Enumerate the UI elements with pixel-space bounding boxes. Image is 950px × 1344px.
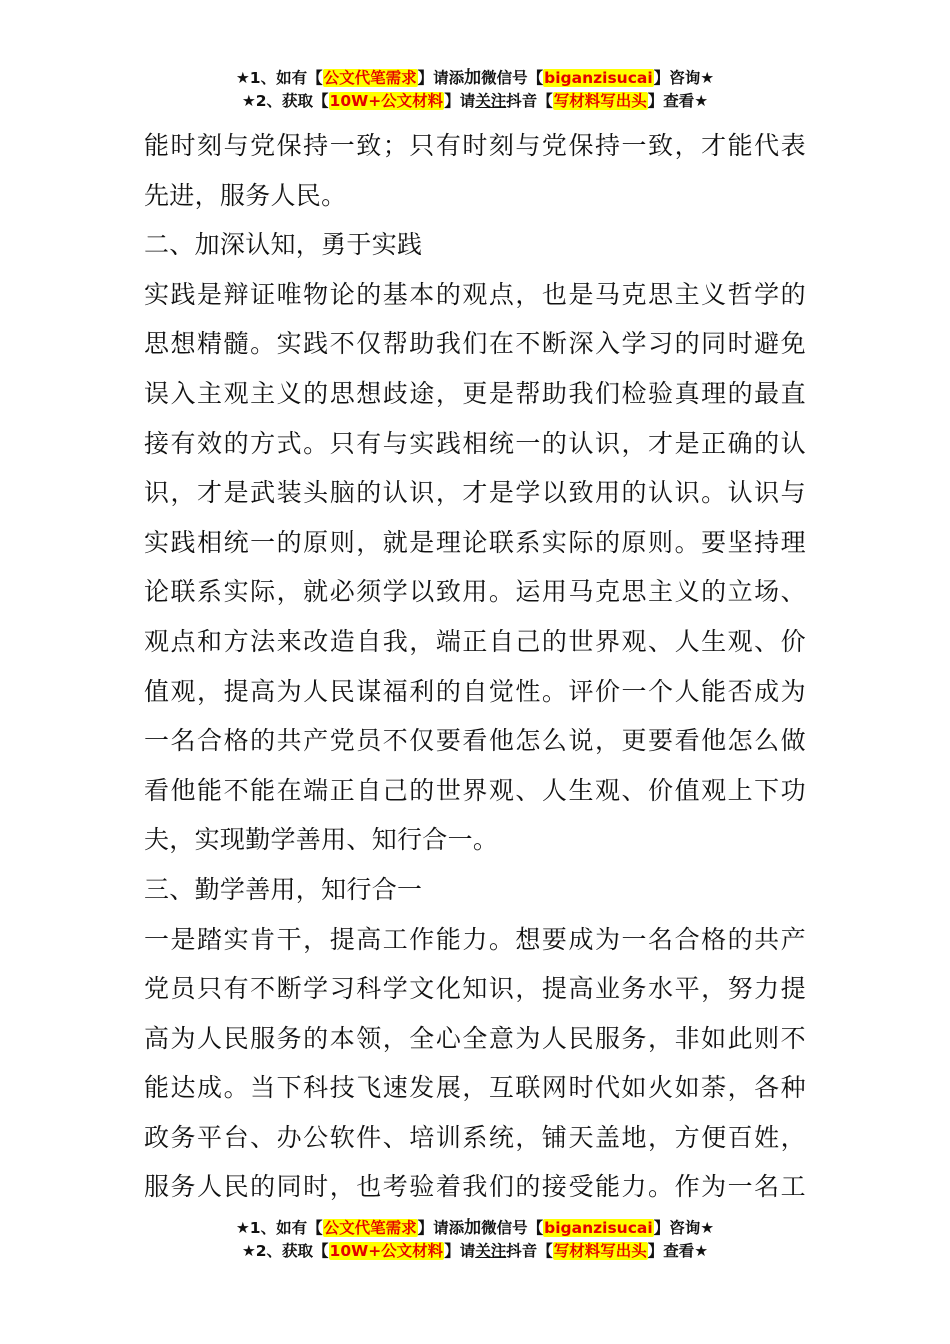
body-line: 误入主观主义的思想歧途，更是帮助我们检验真理的最直 xyxy=(144,378,806,408)
banner-emphasis: 加 xyxy=(464,68,482,88)
section-heading: 二、加深认知，勇于实践 xyxy=(144,230,423,260)
banner-line-2 xyxy=(0,90,950,113)
banner-text: ★2、获取【 xyxy=(241,92,329,110)
body-line: 高为人民服务的本领，全心全意为人民服务，非如此则不 xyxy=(144,1023,806,1053)
body-line: 实践相统一的原则，就是理论联系实际的原则。要坚持理 xyxy=(144,527,806,557)
body-line: 政务平台、办公软件、培训系统，铺天盖地，方便百姓， xyxy=(144,1122,806,1152)
body-line: 能达成。当下科技飞速发展，互联网时代如火如荼，各种 xyxy=(144,1073,806,1103)
banner-text: 抖音【 xyxy=(506,1242,553,1260)
banner-text: 】查看★ xyxy=(647,92,709,110)
banner-text: 】查看★ xyxy=(647,1242,709,1260)
section-heading: 三、勤学善用，知行合一 xyxy=(144,874,423,904)
body-line: 接有效的方式。只有与实践相统一的认识，才是正确的认 xyxy=(144,428,806,458)
header-banner xyxy=(0,67,950,113)
body-line: 论联系实际，就必须学以致用。运用马克思主义的立场、 xyxy=(144,577,806,607)
banner-highlight-wechat: biganzisucai xyxy=(544,69,653,87)
banner-text: 】请 xyxy=(444,92,476,110)
footer-banner xyxy=(0,1217,950,1263)
body-line: 思想精髓。实践不仅帮助我们在不断深入学习的同时避免 xyxy=(144,329,806,359)
banner-highlight-douyin: 写材料写出头 xyxy=(553,92,647,110)
banner-text: 微信号【 xyxy=(481,1219,544,1237)
body-line: 看他能不能在端正自己的世界观、人生观、价值观上下功 xyxy=(144,775,806,805)
body-line: 党员只有不断学习科学文化知识，提高业务水平，努力提 xyxy=(144,974,806,1004)
body-line: 服务人民的同时，也考验着我们的接受能力。作为一名工 xyxy=(144,1172,806,1202)
banner-highlight-materials: 10W+公文材料 xyxy=(329,1242,444,1260)
banner-text: 】咨询★ xyxy=(653,1219,715,1237)
banner-text: 】请添 xyxy=(417,1219,465,1237)
banner-line-2 xyxy=(0,1240,950,1263)
body-line: 值观，提高为人民谋福利的自觉性。评价一个人能否成为 xyxy=(144,676,806,706)
body-line: 实践是辩证唯物论的基本的观点，也是马克思主义哲学的 xyxy=(144,279,806,309)
banner-emphasis: 加 xyxy=(464,1218,482,1238)
banner-highlight-materials: 10W+公文材料 xyxy=(329,92,444,110)
banner-text: 】咨询★ xyxy=(653,69,715,87)
banner-text: 抖音【 xyxy=(506,92,553,110)
banner-text: ★1、如有【 xyxy=(235,69,323,87)
body-line: 识，才是武装头脑的认识，才是学以致用的认识。认识与 xyxy=(144,478,806,508)
banner-text: 微信号【 xyxy=(481,69,544,87)
body-line: 能时刻与党保持一致；只有时刻与党保持一致，才能代表 xyxy=(144,131,806,160)
banner-line-1 xyxy=(0,1217,950,1240)
body-line: 观点和方法来改造自我，端正自己的世界观、人生观、价 xyxy=(144,626,806,656)
banner-text: 】请 xyxy=(444,1242,476,1260)
banner-text: ★2、获取【 xyxy=(241,1242,329,1260)
banner-line-1 xyxy=(0,67,950,90)
body-line: 一是踏实肯干，提高工作能力。想要成为一名合格的共产 xyxy=(144,924,806,954)
document-body xyxy=(144,121,806,1212)
body-line: 一名合格的共产党员不仅要看他怎么说，更要看他怎么做 xyxy=(144,726,806,756)
banner-emphasis: 关注 xyxy=(475,1242,507,1260)
body-line: 夫，实现勤学善用、知行合一。 xyxy=(144,825,499,855)
banner-text: ★1、如有【 xyxy=(235,1219,323,1237)
banner-emphasis: 关注 xyxy=(475,92,507,110)
banner-highlight-wechat: biganzisucai xyxy=(544,1219,653,1237)
banner-highlight-service: 公文代笔需求 xyxy=(323,69,417,87)
banner-highlight-service: 公文代笔需求 xyxy=(323,1219,417,1237)
banner-highlight-douyin: 写材料写出头 xyxy=(553,1242,647,1260)
banner-text: 】请添 xyxy=(417,69,465,87)
body-line: 先进，服务人民。 xyxy=(144,180,347,210)
